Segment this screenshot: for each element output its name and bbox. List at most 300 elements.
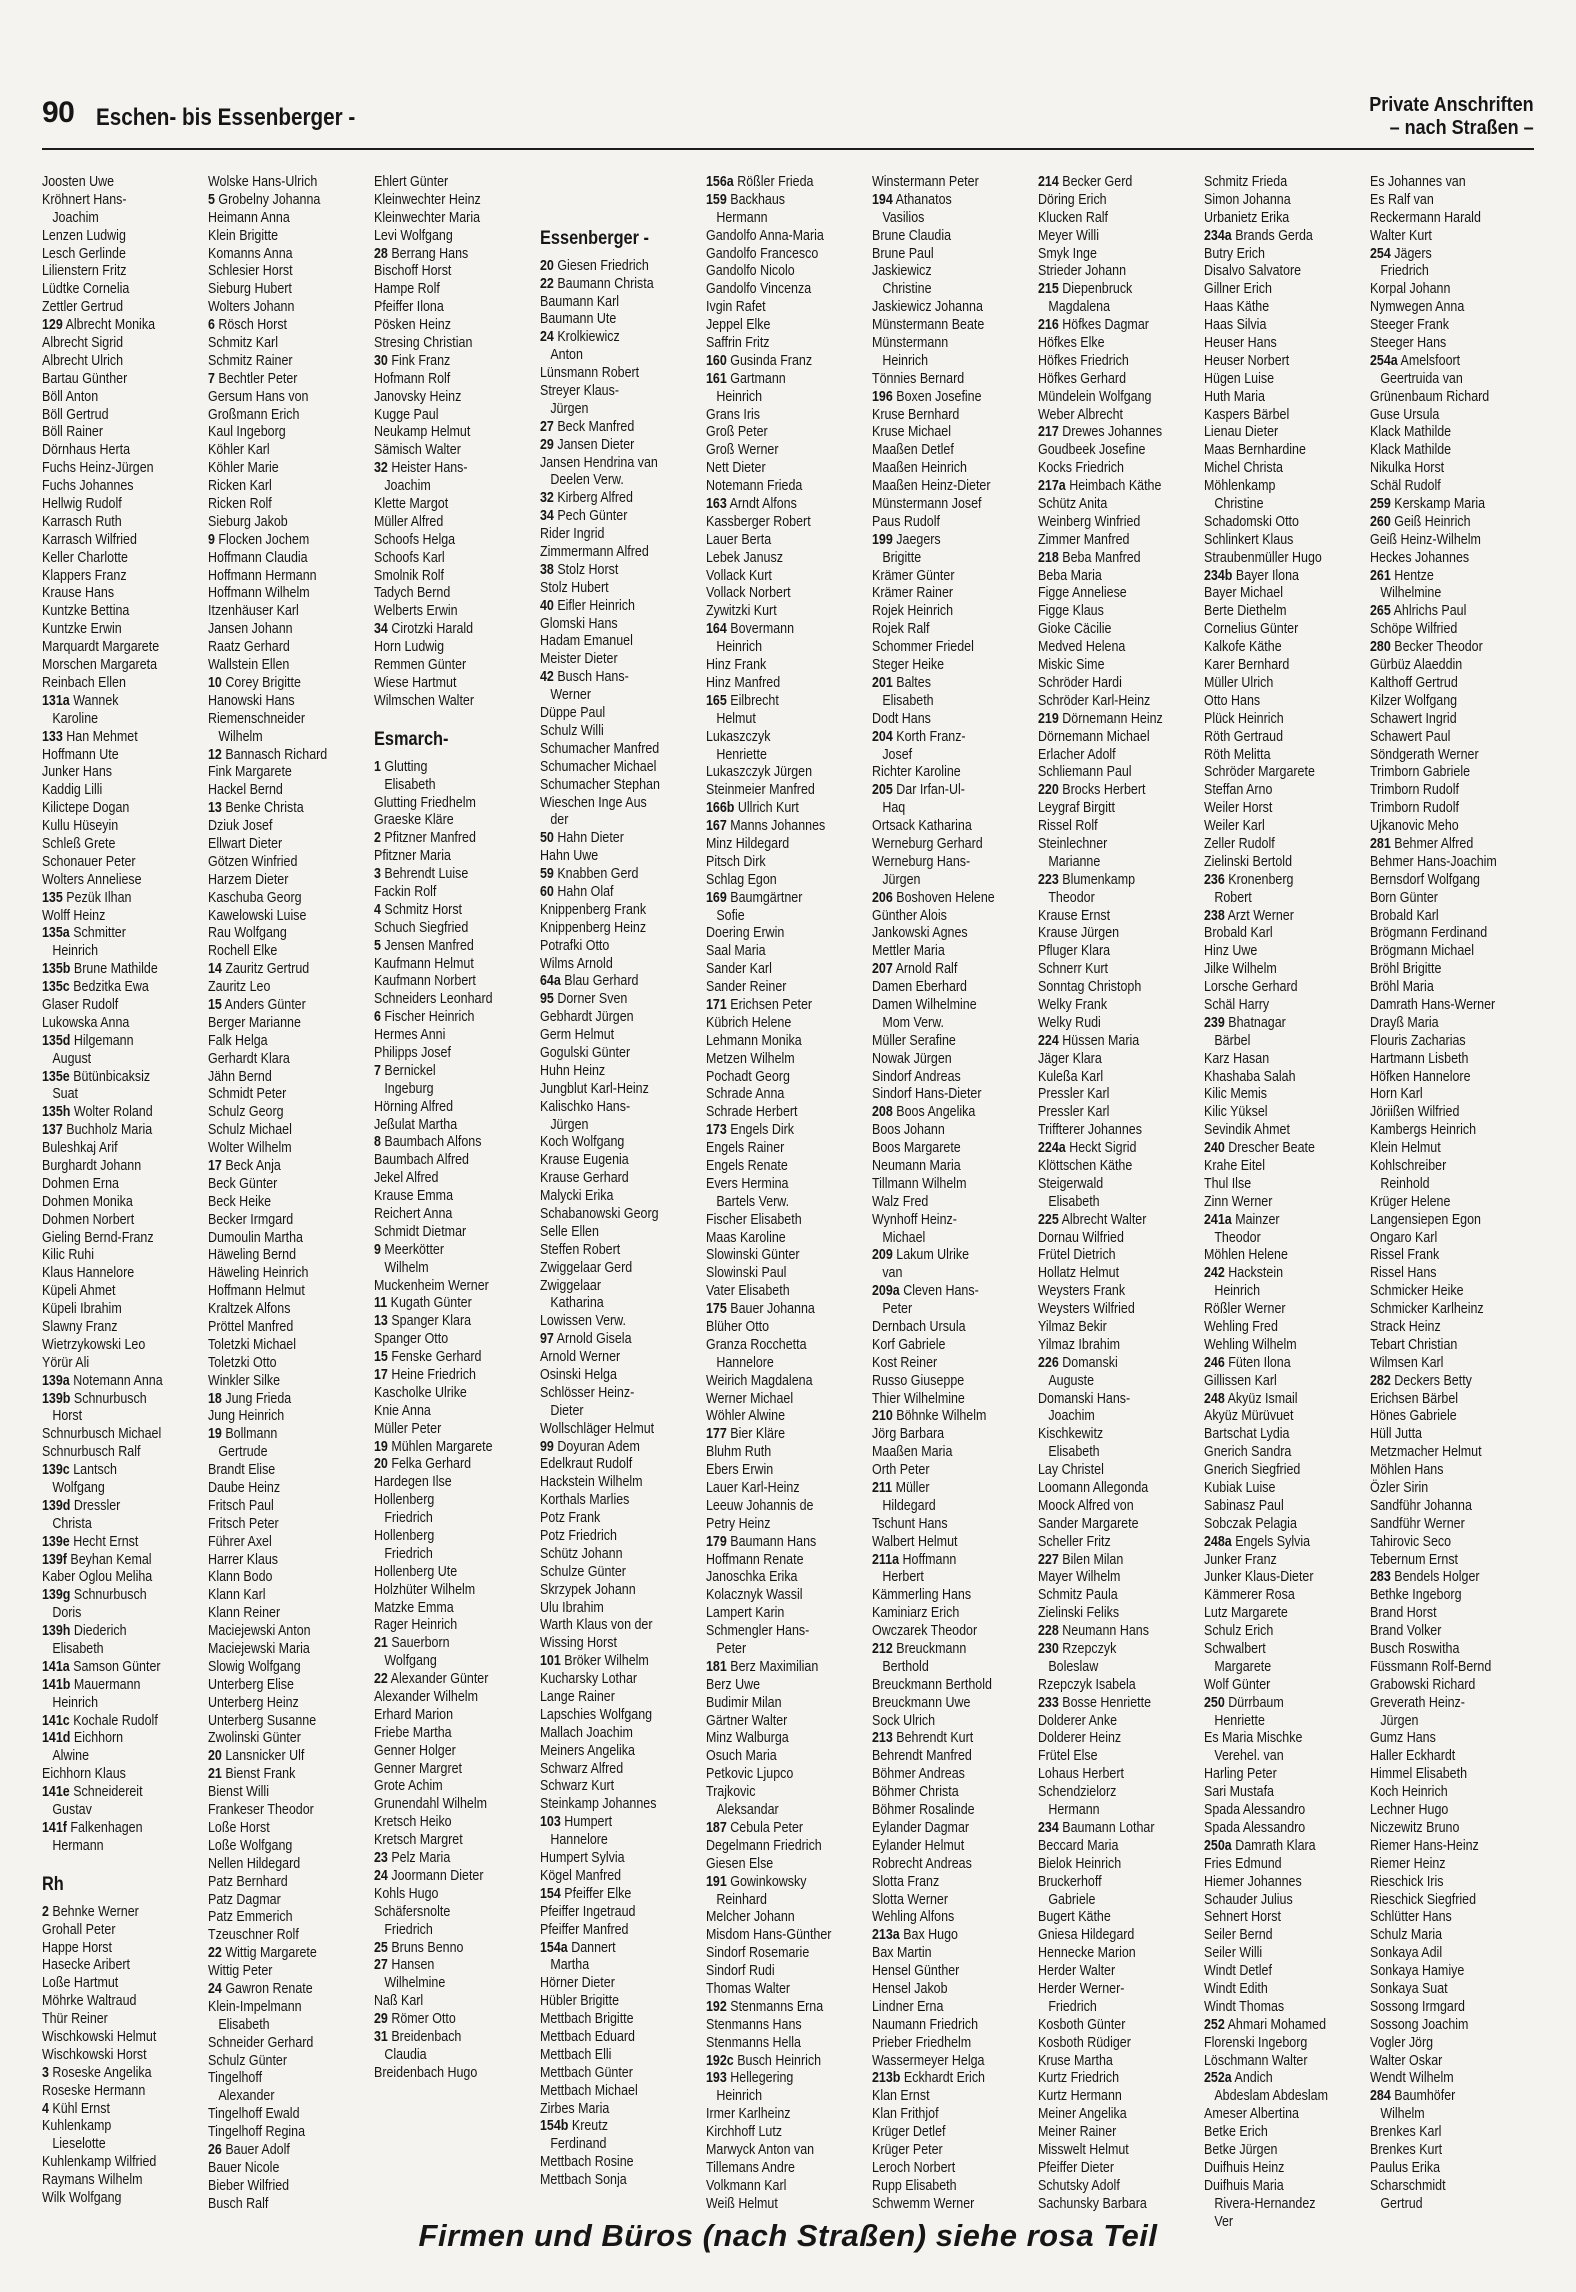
listing-entry: Patz Bernhard — [208, 1873, 288, 1890]
listing-entry: Osuch Maria — [706, 1748, 777, 1765]
listing-entry: Wilhelm — [218, 728, 263, 745]
listing-column — [1204, 174, 1370, 2230]
listing-entry: Rupp Elisabeth — [872, 2177, 957, 2194]
listing-entry: Düppe Paul — [540, 705, 606, 722]
listing-entry: Unterberg Susanne — [208, 1712, 317, 1729]
listing-entry: Tingelhoff Ewald — [208, 2106, 300, 2123]
listing-entry: 24 Joormann Dieter — [374, 1867, 484, 1884]
listing-entry: 38 Stolz Horst — [540, 561, 619, 578]
listing-entry: Toletzki Otto — [208, 1354, 277, 1371]
listing-entry: Theodor — [1214, 1229, 1261, 1246]
listing-entry: Reinhold — [1380, 1175, 1430, 1192]
listing-entry: Peter — [716, 1641, 747, 1658]
listing-entry: Claudia — [384, 2046, 427, 2063]
listing-entry: Beck Heike — [208, 1193, 272, 1210]
listing-entry: Remmen Günter — [374, 657, 467, 674]
listing-entry: 165 Eilbrecht — [706, 692, 779, 709]
listing-entry: Joachim — [384, 478, 431, 495]
listing-entry: Schlag Egon — [706, 871, 777, 888]
listing-entry: Gertrude — [218, 1444, 268, 1461]
listing-entry: Abdeslam Abdeslam — [1214, 2088, 1329, 2105]
listing-entry: 154b Kreutz — [540, 2118, 608, 2135]
listing-entry: Margarete — [1214, 1658, 1272, 1675]
listing-entry: 236 Kronenberg — [1204, 871, 1294, 888]
listing-entry: Schrade Herbert — [706, 1104, 798, 1121]
listing-entry: 224a Heckt Sigrid — [1038, 1140, 1137, 1157]
header-rule — [42, 148, 1534, 150]
listing-entry: Burghardt Johann — [42, 1157, 142, 1174]
listing-entry: Damrath Hans-Werner — [1370, 996, 1496, 1013]
listing-entry: 163 Arndt Alfons — [706, 496, 797, 513]
listing-entry: 234b Bayer Ilona — [1204, 567, 1299, 584]
listing-entry: Kretsch Margret — [374, 1832, 463, 1849]
listing-entry: Schütz Anita — [1038, 496, 1108, 513]
listing-entry: Horst — [52, 1408, 83, 1425]
listing-entry: Schleß Grete — [42, 835, 116, 852]
listing-entry: Schrade Anna — [706, 1086, 785, 1103]
listing-entry: Becker Irmgard — [208, 1211, 294, 1228]
listing-entry: Muckenheim Werner — [374, 1277, 489, 1294]
listing-entry: Gebhardt Jürgen — [540, 1009, 634, 1026]
listing-entry: Yilmaz Bekir — [1038, 1319, 1107, 1335]
listing-entry: Hennecke Marion — [1038, 1945, 1136, 1962]
listing-entry: 201 Baltes — [872, 674, 931, 691]
listing-entry: Dörnhaus Herta — [42, 442, 131, 459]
listing-entry: Miskic Sime — [1038, 657, 1105, 674]
listing-entry: Straubenmüller Hugo — [1204, 549, 1322, 566]
listing-entry: Mom Verw. — [882, 1014, 944, 1031]
listing-entry: 283 Bendels Holger — [1370, 1569, 1480, 1586]
listing-entry: Peter — [882, 1301, 913, 1318]
listing-entry: 15 Fenske Gerhard — [374, 1349, 482, 1366]
listing-entry: Rößler Werner — [1204, 1301, 1286, 1318]
listing-entry: Schmidt Peter — [208, 1086, 287, 1103]
listing-entry: Evers Hermina — [706, 1175, 789, 1192]
listing-entry: Melcher Johann — [706, 1909, 795, 1926]
listing-entry: 135b Brune Mathilde — [42, 961, 158, 978]
listing-entry: Mettbach Rosine — [540, 2154, 634, 2171]
listing-entry: Wolters Anneliese — [42, 871, 142, 888]
listing-entry: Nowak Jürgen — [872, 1050, 952, 1067]
listing-entry: Frankeser Theodor — [208, 1802, 314, 1819]
listing-entry: Henriette — [1214, 1712, 1265, 1729]
listing-entry: Grans Iris — [706, 406, 761, 423]
listing-entry: Dziuk Josef — [208, 818, 273, 835]
listing-entry: Müller Peter — [374, 1420, 442, 1437]
listing-entry: Dohmen Norbert — [42, 1211, 135, 1228]
listing-entry: Martha — [550, 1957, 590, 1974]
listing-entry: Häweling Heinrich — [208, 1265, 309, 1282]
listing-entry: Schawert Ingrid — [1370, 710, 1457, 727]
listing-entry: Auguste — [1048, 1372, 1095, 1389]
listing-entry: Levi Wolfgang — [374, 227, 453, 244]
listing-entry: Schnurbusch Michael — [42, 1426, 162, 1443]
listing-entry: Sindorf Hans-Dieter — [872, 1086, 982, 1103]
listing-entry: Grunendahl Wilhelm — [374, 1796, 487, 1813]
listing-entry: Jürgen — [550, 1116, 589, 1133]
listing-entry: 208 Boos Angelika — [872, 1104, 976, 1121]
listing-entry: Jürgen — [882, 871, 921, 888]
listing-entry: Minz Walburga — [706, 1730, 789, 1747]
listing-entry: Elisabeth — [384, 776, 436, 793]
listing-entry: Grünenbaum Richard — [1370, 388, 1490, 405]
listing-entry: Tahirovic Seco — [1370, 1533, 1452, 1550]
listing-entry: Jungblut Karl-Heinz — [540, 1080, 649, 1097]
listing-entry: Hermann — [716, 209, 768, 226]
listing-entry: Lauer Berta — [706, 531, 772, 548]
listing-entry: Kilictepe Dogan — [42, 800, 130, 817]
listing-entry: Vater Elisabeth — [706, 1283, 790, 1300]
listing-entry: Ebers Erwin — [706, 1462, 774, 1479]
listing-entry: Alexander Wilhelm — [374, 1689, 478, 1706]
listing-entry: Korpal Johann — [1370, 281, 1451, 298]
listing-entry: Thul Ilse — [1204, 1175, 1252, 1192]
listing-entry: Himmel Elisabeth — [1370, 1766, 1468, 1783]
listing-entry: Kaschuba Georg — [208, 889, 302, 906]
listing-entry: Toletzki Michael — [208, 1336, 297, 1353]
section-label-line2: – nach Straßen – — [1389, 117, 1534, 139]
listing-entry: Rojek Heinrich — [872, 603, 954, 620]
listing-entry: 30 Fink Franz — [374, 352, 451, 369]
listing-entry: Weber Albrecht — [1038, 406, 1124, 423]
listing-entry: Boos Johann — [872, 1122, 945, 1139]
listing-entry: Hollenberg — [374, 1528, 435, 1545]
listing-entry: Schwalbert — [1204, 1641, 1266, 1658]
listing-entry: Petkovic Ljupco — [706, 1766, 794, 1783]
listing-entry: Reinhard — [716, 1891, 767, 1908]
listing-entry: Brenkes Karl — [1370, 2124, 1442, 2141]
listing-entry: Steinkamp Johannes — [540, 1796, 657, 1813]
listing-entry: Huth Maria — [1204, 388, 1265, 405]
listing-entry: 213 Behrendt Kurt — [872, 1730, 974, 1747]
listing-entry: Wilhelm — [384, 1259, 429, 1276]
listing-entry: Müller Alfred — [374, 513, 444, 530]
listing-entry: Stresing Christian — [374, 335, 473, 352]
listing-entry: Glomski Hans — [540, 615, 618, 632]
listing-entry: Kaufmann Norbert — [374, 973, 476, 990]
listing-entry: Schoofs Helga — [374, 531, 456, 548]
listing-entry: Maaßen Detlef — [872, 442, 954, 459]
listing-entry — [540, 192, 683, 210]
listing-entry: Maciejewski Maria — [208, 1641, 310, 1658]
listing-entry: Germ Helmut — [540, 1027, 615, 1044]
listing-entry: Schröder Margarete — [1204, 764, 1315, 781]
listing-entry: Jung Heinrich — [208, 1408, 285, 1425]
listing-entry: Klucken Ralf — [1038, 209, 1109, 226]
listing-entry: 34 Cirotzki Harald — [374, 621, 474, 638]
listing-entry: Tillemans Andre — [706, 2159, 795, 2176]
listing-entry: Köhler Karl — [208, 442, 270, 459]
listing-entry: Dolderer Heinz — [1038, 1730, 1122, 1747]
listing-entry: Fuchs Johannes — [42, 478, 134, 495]
listing-entry: Mettbach Michael — [540, 2082, 638, 2099]
listing-entry: Joachim — [1048, 1408, 1095, 1425]
listing-entry: Christine — [1214, 496, 1264, 513]
listing-entry: Elisabeth — [1048, 1444, 1100, 1461]
listing-entry: Lukaszczyk — [706, 728, 771, 745]
listing-entry: Hermann — [52, 1837, 104, 1854]
listing-entry: 24 Gawron Renate — [208, 1980, 313, 1997]
listing-entry: Sieburg Hubert — [208, 281, 292, 298]
listing-entry: Elisabeth — [218, 2016, 270, 2033]
listing-entry: Kruse Martha — [1038, 2052, 1113, 2069]
listing-entry: Bröhl Brigitte — [1370, 961, 1442, 978]
listing-entry: Riemer Hans-Heinz — [1370, 1837, 1479, 1854]
listing-entry: Volkmann Karl — [706, 2177, 787, 2194]
listing-entry: Loomann Allegonda — [1038, 1480, 1149, 1497]
listing-entry: Sindorf Rudi — [706, 1963, 775, 1980]
listing-entry: Junker Franz — [1204, 1551, 1277, 1568]
listing-entry: Steeger Hans — [1370, 335, 1447, 352]
listing-entry: Joosten Uwe — [42, 174, 115, 190]
listing-entry: 139b Schnurbusch — [42, 1390, 147, 1407]
listing-entry: Kambergs Heinrich — [1370, 1122, 1477, 1139]
listing-entry: Roseske Hermann — [42, 2082, 146, 2099]
listing-entry: Kleinwechter Heinz — [374, 191, 481, 208]
listing-entry: Höfken Hannelore — [1370, 1068, 1471, 1085]
listing-entry: Mettler Maria — [872, 943, 945, 960]
listing-entry: Simon Johanna — [1204, 191, 1291, 208]
listing-entry: 261 Hentze — [1370, 567, 1434, 584]
listing-entry: Hönes Gabriele — [1370, 1408, 1457, 1425]
listing-entry: Slowinski Paul — [706, 1265, 787, 1282]
listing-column — [42, 174, 208, 2206]
listing-entry: 139g Schnurbusch — [42, 1587, 147, 1604]
listing-entry: 217a Heimbach Käthe — [1038, 478, 1162, 495]
listing-entry: Cornelius Günter — [1204, 621, 1299, 638]
listing-entry: Thier Wilhelmine — [872, 1390, 965, 1407]
street-heading: Essenberger - — [540, 227, 649, 249]
listing-entry: 40 Eifler Heinrich — [540, 597, 635, 614]
listing-entry: Spada Alessandro — [1204, 1819, 1306, 1836]
listing-entry: Hiemer Johannes — [1204, 1873, 1302, 1890]
listing-entry: Krause Ernst — [1038, 907, 1111, 924]
listing-entry: Sevindik Ahmet — [1204, 1122, 1290, 1139]
listing-entry: 6 Rösch Horst — [208, 317, 288, 334]
listing-entry: Schulz Günter — [208, 2052, 288, 2069]
listing-entry: 141c Kochale Rudolf — [42, 1712, 158, 1729]
listing-entry: 139f Beyhan Kemal — [42, 1551, 152, 1568]
listing-entry: 13 Spanger Klara — [374, 1313, 472, 1330]
listing-entry: Lohaus Herbert — [1038, 1766, 1124, 1783]
listing-entry: 22 Alexander Günter — [374, 1671, 489, 1688]
listing-entry: Streyer Klaus- — [540, 383, 620, 400]
listing-entry: Karer Bernhard — [1204, 657, 1290, 674]
listing-entry: Wolske Hans-Ulrich — [208, 174, 318, 190]
listing-entry: Wassermeyer Helga — [872, 2052, 985, 2069]
listing-entry: 12 Bannasch Richard — [208, 746, 328, 763]
section-label-line1: Private Anschriften — [1369, 94, 1534, 116]
listing-entry: Pfitzner Maria — [374, 848, 451, 865]
listing-entry: 24 Krolkiewicz — [540, 329, 620, 346]
listing-entry: Schmitz Karl — [208, 335, 278, 352]
listing-entry: Ulu Ibrahim — [540, 1599, 604, 1616]
listing-entry: Hartmann Lisbeth — [1370, 1050, 1469, 1067]
listing-entry: Genner Holger — [374, 1742, 456, 1759]
listing-entry: 19 Bollmann — [208, 1426, 278, 1443]
listing-entry: Misdom Hans-Günther — [706, 1927, 832, 1944]
listing-entry: Notemann Frieda — [706, 478, 803, 495]
listing-entry: 103 Humpert — [540, 1814, 613, 1831]
listing-entry: 131a Wannek — [42, 692, 119, 709]
listing-entry: Kawelowski Luise — [208, 907, 307, 924]
listing-entry: 248a Engels Sylvia — [1204, 1533, 1311, 1550]
listing-entry: Böhmer Andreas — [872, 1766, 965, 1783]
listing-entry: Moock Alfred von — [1038, 1497, 1134, 1514]
listing-entry: 2 Behnke Werner — [42, 1903, 139, 1920]
listing-entry: Hinz Manfred — [706, 674, 781, 691]
listing-entry: Heinrich — [716, 639, 763, 656]
listing-entry: Kocks Friedrich — [1038, 460, 1124, 477]
listing-entry: Osinski Helga — [540, 1367, 617, 1383]
listing-entry: Grote Achim — [374, 1778, 443, 1795]
listing-entry: Gnerich Sandra — [1204, 1444, 1292, 1461]
listing-entry: Gandolfo Anna-Maria — [706, 227, 824, 244]
listing-entry: Kascholke Ulrike — [374, 1384, 467, 1401]
listing-entry: Greverath Heinz- — [1370, 1694, 1465, 1711]
listing-entry: 29 Römer Otto — [374, 2011, 456, 2028]
listing-entry: Hüll Jutta — [1370, 1426, 1422, 1443]
listing-entry: Hinz Frank — [706, 657, 767, 674]
listing-entry: Kalischko Hans- — [540, 1098, 631, 1115]
listing-entry: 11 Kugath Günter — [374, 1295, 472, 1312]
listing-entry: Kaminiarz Erich — [872, 1605, 960, 1622]
listing-entry: 141e Schneidereit — [42, 1784, 143, 1801]
listing-entry: Slowinski Günter — [706, 1247, 800, 1264]
listing-entry: Maas Karoline — [706, 1229, 786, 1246]
listing-entry: 6 Fischer Heinrich — [374, 1009, 475, 1026]
listing-entry: Sonntag Christoph — [1038, 979, 1142, 996]
listing-entry: Richter Karoline — [872, 764, 961, 781]
listing-entry: 254a Amelsfoort — [1370, 352, 1461, 369]
listing-entry: Hofmann Rolf — [374, 370, 451, 387]
listing-entry: Kugge Paul — [374, 406, 439, 423]
listing-entry: Alwine — [52, 1748, 90, 1765]
listing-entry: Harzem Dieter — [208, 871, 289, 888]
listing-entry: Hasecke Aribert — [42, 1957, 131, 1974]
listing-entry: 239 Bhatnagar — [1204, 1014, 1286, 1031]
listing-entry: Gabriele — [1048, 1891, 1096, 1908]
listing-entry: Eichhorn Klaus — [42, 1766, 126, 1783]
listing-entry: Baumann Ute — [540, 311, 617, 328]
listing-entry: Malycki Erika — [540, 1188, 614, 1205]
listing-entry: Tschunt Hans — [872, 1515, 948, 1532]
listing-entry: Zeller Rudolf — [1204, 835, 1275, 852]
listing-entry: Schmicker Heike — [1370, 1283, 1464, 1300]
listing-entry: Slawny Franz — [42, 1319, 118, 1335]
listing-entry: Karrasch Ruth — [42, 513, 122, 530]
listing-entry: Gärtner Walter — [706, 1712, 788, 1729]
listing-entry: 246 Füten Ilona — [1204, 1354, 1291, 1371]
listing-entry: Mallach Joachim — [540, 1724, 633, 1741]
listing-entry: Stenmanns Hans — [706, 2016, 802, 2033]
listing-entry: Baumann Karl — [540, 293, 620, 310]
listing-entry: Steger Heike — [872, 657, 945, 674]
listing-entry: 250a Damrath Klara — [1204, 1837, 1316, 1854]
listing-entry: 213a Bax Hugo — [872, 1927, 958, 1944]
listing-entry: Betke Jürgen — [1204, 2141, 1278, 2158]
listing-entry: Gandolfo Nicolo — [706, 263, 795, 280]
listing-entry: Guse Ursula — [1370, 406, 1440, 423]
listing-entry: 135c Bedzitka Ewa — [42, 979, 149, 996]
listing-entry: Trimborn Rudolf — [1370, 782, 1459, 799]
listing-entry: Ricken Rolf — [208, 496, 272, 513]
listing-entry: 5 Grobelny Johanna — [208, 191, 321, 208]
listing-entry: Tingelhoff Regina — [208, 2124, 306, 2141]
listing-entry: Marwyck Anton van — [706, 2141, 815, 2158]
listing-entry: Rojek Ralf — [872, 621, 930, 638]
listing-entry: Haas Käthe — [1204, 299, 1270, 316]
listing-entry: Sobczak Pelagia — [1204, 1515, 1297, 1532]
listing-entry: 60 Hahn Olaf — [540, 883, 614, 900]
listing-entry: Schneider Gerhard — [208, 2034, 314, 2051]
listing-entry: 230 Rzepczyk — [1038, 1641, 1117, 1658]
listing-entry: Köhler Marie — [208, 460, 279, 477]
listing-entry: 139h Diederich — [42, 1623, 127, 1640]
listing-entry: Raatz Gerhard — [208, 639, 290, 656]
listing-entry: Ujkanovic Meho — [1370, 818, 1459, 835]
listing-entry: Münstermann Beate — [872, 317, 985, 334]
listing-entry: Zielinski Bertold — [1204, 853, 1293, 870]
listing-entry: Potz Friedrich — [540, 1528, 617, 1545]
listing-entry: Böll Anton — [42, 388, 99, 405]
listing-entry: Korf Gabriele — [872, 1336, 946, 1353]
listing-entry: 169 Baumgärtner — [706, 889, 803, 906]
listing-entry: Philipps Josef — [374, 1044, 451, 1061]
listing-entry: Ehlert Günter — [374, 174, 449, 190]
listing-entry: 1 Glutting — [374, 758, 428, 775]
listing-entry: Florenski Ingeborg — [1204, 2034, 1308, 2051]
listing-entry: Glutting Friedhelm — [374, 794, 476, 811]
listing-entry: Sofie — [716, 907, 745, 924]
listing-entry: Korthals Marlies — [540, 1492, 630, 1509]
listing-entry: Zettler Gertrud — [42, 299, 124, 316]
listing-entry: Smyk Inge — [1038, 245, 1097, 262]
listing-entry: Schlinkert Klaus — [1204, 531, 1294, 548]
listing-entry: Baumbach Alfred — [374, 1152, 469, 1169]
listing-entry: Schöpe Wilfried — [1370, 621, 1458, 638]
listing-entry: Heinrich — [716, 2088, 763, 2105]
listing-entry: 7 Bechtler Peter — [208, 370, 298, 387]
listing-entry: Schmengler Hans- — [706, 1623, 810, 1640]
listing-entry: Wehling Alfons — [872, 1909, 955, 1926]
listing-entry: Dohmen Erna — [42, 1175, 119, 1192]
listing-entry: Klann Bodo — [208, 1569, 273, 1586]
listing-entry: Wittig Peter — [208, 1963, 273, 1980]
listing-entry: Triffterer Johannes — [1038, 1122, 1142, 1139]
listing-entry: Happe Horst — [42, 1939, 113, 1956]
listing-entry: Mettbach Eduard — [540, 2028, 635, 2045]
listing-entry: Busch Ralf — [208, 2195, 269, 2212]
listing-entry: Wolter Wilhelm — [208, 1140, 292, 1157]
listing-entry: Welky Rudi — [1038, 1014, 1101, 1031]
listing-entry: Doering Erwin — [706, 925, 785, 942]
listing-entry: Steeger Frank — [1370, 317, 1450, 334]
listing-entry: Giesen Else — [706, 1855, 774, 1872]
listing-entry: Maciejewski Anton — [208, 1623, 311, 1640]
listing-entry: Mettbach Sonja — [540, 2172, 627, 2189]
listing-entry: 99 Doyuran Adem — [540, 1438, 640, 1455]
listing-entry: Vasilios — [882, 209, 925, 226]
listing-entry: Windt Thomas — [1204, 1998, 1285, 2015]
listing-entry: Riemenschneider — [208, 710, 306, 727]
listing-entry: Breuckmann Berthold — [872, 1676, 992, 1693]
listing-entry: 250 Dürrbaum — [1204, 1694, 1284, 1711]
listing-entry: Thür Reiner — [42, 2011, 108, 2028]
listing-entry: Röth Melitta — [1204, 746, 1271, 763]
listing-entry: Naß Karl — [374, 1993, 424, 2010]
listing-entry: Kilic Memis — [1204, 1086, 1268, 1103]
